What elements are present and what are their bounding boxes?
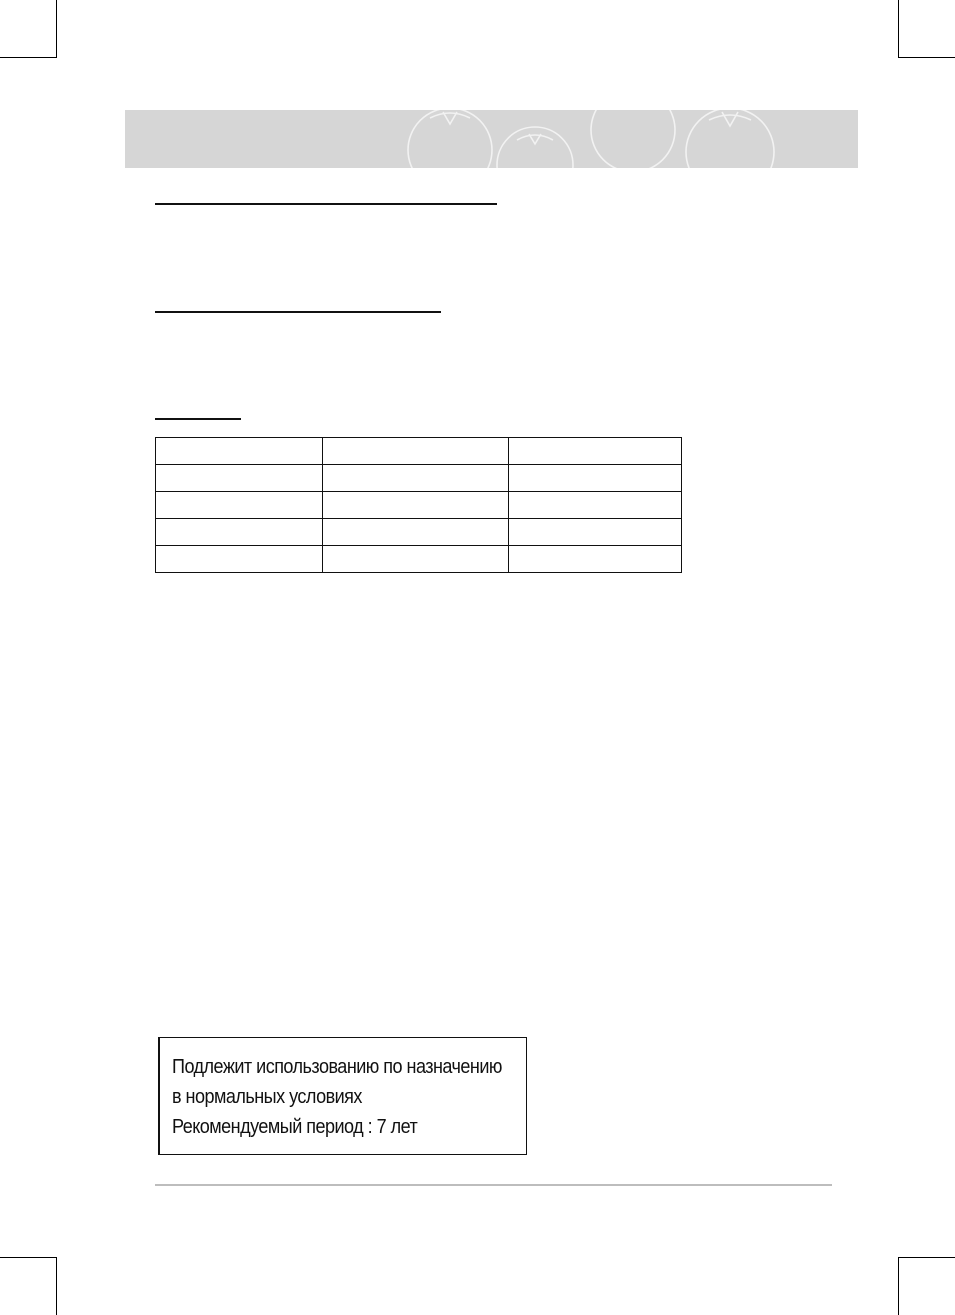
table-row bbox=[156, 519, 682, 546]
crop-mark-bottom-left-h bbox=[0, 1257, 57, 1258]
notice-line-1: Подлежит использованию по назначению bbox=[172, 1055, 502, 1078]
table-cell bbox=[509, 492, 682, 519]
table-row bbox=[156, 546, 682, 573]
table-cell bbox=[156, 546, 323, 573]
table-row bbox=[156, 465, 682, 492]
specification-table bbox=[155, 437, 682, 573]
table-cell bbox=[156, 519, 323, 546]
table-cell bbox=[323, 465, 509, 492]
notice-line-3: Рекомендуемый период : 7 лет bbox=[172, 1115, 418, 1138]
notice-line-2: в нормальных условиях bbox=[172, 1085, 362, 1108]
table-cell bbox=[323, 519, 509, 546]
crop-mark-bottom-left-v bbox=[56, 1257, 57, 1315]
table-cell bbox=[156, 492, 323, 519]
table-cell bbox=[323, 438, 509, 465]
crop-mark-top-right-v bbox=[898, 0, 899, 58]
table-row bbox=[156, 492, 682, 519]
table-cell bbox=[156, 465, 323, 492]
table-cell bbox=[156, 438, 323, 465]
crop-mark-top-left-h bbox=[0, 57, 57, 58]
crop-mark-bottom-right-v bbox=[898, 1257, 899, 1315]
crop-mark-top-right-h bbox=[898, 57, 955, 58]
table-cell bbox=[323, 546, 509, 573]
tomato-decoration-icon bbox=[125, 110, 858, 168]
section-heading-rule-2 bbox=[155, 311, 441, 313]
table-cell bbox=[509, 438, 682, 465]
section-heading-rule-1 bbox=[155, 203, 497, 205]
table-cell bbox=[509, 519, 682, 546]
crop-mark-top-left-v bbox=[56, 0, 57, 58]
crop-mark-bottom-right-h bbox=[898, 1257, 955, 1258]
table-cell bbox=[509, 546, 682, 573]
table-cell bbox=[323, 492, 509, 519]
header-banner bbox=[125, 110, 858, 168]
table-cell bbox=[509, 465, 682, 492]
footer-divider bbox=[155, 1184, 832, 1186]
table-row bbox=[156, 438, 682, 465]
usage-notice-box bbox=[158, 1037, 527, 1155]
section-heading-rule-3 bbox=[155, 418, 241, 420]
